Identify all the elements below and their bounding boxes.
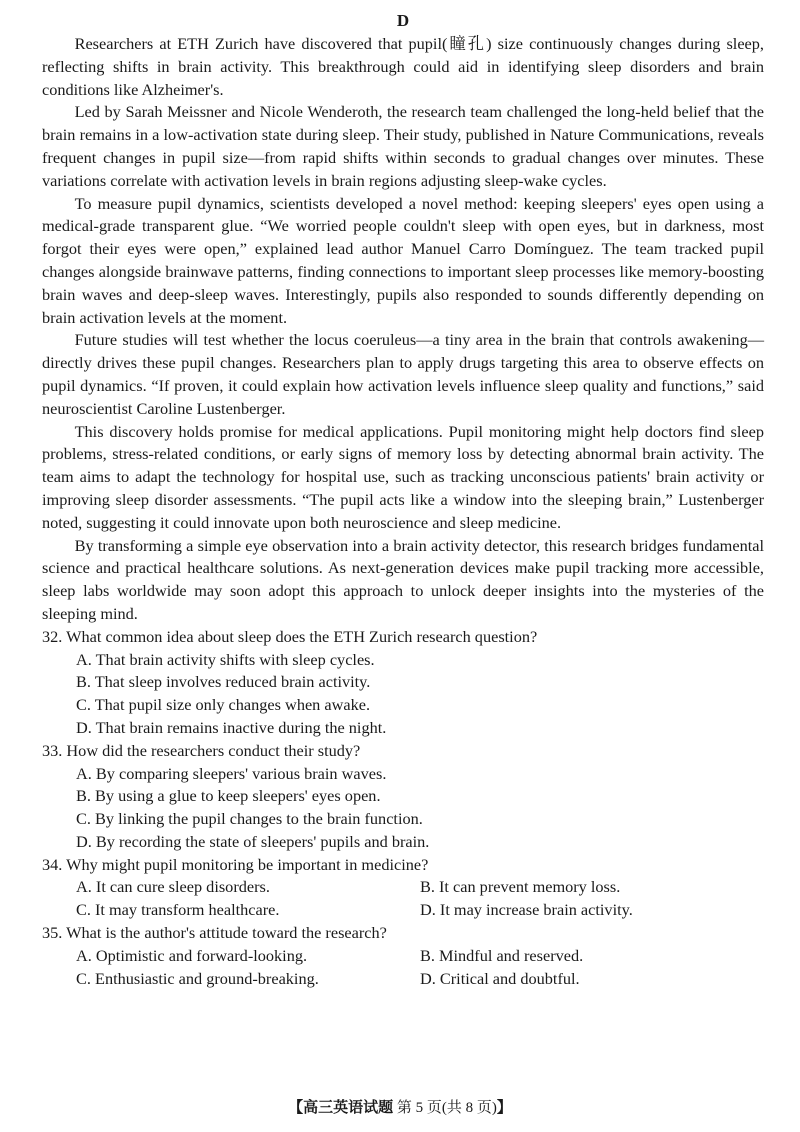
option-c: C. By linking the pupil changes to the brain function. [76,809,423,829]
passage-paragraph-2: Led by Sarah Meissner and Nicole Wenderoth, the research team challenged the long-held belief that the brain remains in a low-activation state during sleep. Their study, published in Nature Communications, reveals frequent changes in pupil size—from rapid shifts within seconds to gradual changes over minutes. These variations correlate with activation levels in brain regions adjusting sleep-wake cycles. [42,102,764,190]
option-b: B. It can prevent memory loss. [420,877,621,897]
option-a: A. By comparing sleepers' various brain waves. [76,763,387,783]
passage-paragraph-5: This discovery holds promise for medical applications. Pupil monitoring might help doctors find sleep problems, stress-related conditions, or early signs of memory loss by detecting abnormal brain activity. The team aims to adapt the technology for hospital use, such as tracking unconscious patients' brain activity or improving sleep disorder assessments. “The pupil acts like a window into the sleeping brain,” Lustenberger noted, suggesting it could innovate upon both neuroscience and sleep medicine. [42,421,764,532]
option-row [42,945,764,968]
section-title: D [396,11,410,30]
passage-paragraph-1: Researchers at ETH Zurich have discovered that pupil(瞳孔) size continuously changes during sleep, reflecting shifts in brain activity. This breakthrough could aid in identifying sleep disorders and brain conditions like Alzheimer's. [42,34,764,99]
option-b: B. By using a glue to keep sleepers' eyes open. [76,786,381,806]
passage-paragraph-6: By transforming a simple eye observation into a brain activity detector, this research bridges fundamental science and practical healthcare solutions. As next-generation devices make pupil tracking more accessible, sleep labs worldwide may soon adopt this approach to unlock deeper insights into the mysteries of the sleeping mind. [42,535,764,623]
question-33 [42,740,764,854]
option-row [42,968,764,991]
page-footer [0,1098,800,1118]
option-a: A. Optimistic and forward-looking. [76,945,308,965]
question-stem: 33. How did the researchers conduct their study? [42,740,361,760]
question-34 [42,854,764,922]
option-row [42,876,764,899]
question-stem: 35. What is the author's attitude toward the research? [42,923,387,943]
question-stem: 34. Why might pupil monitoring be important in medicine? [42,854,429,874]
question-stem: 32. What common idea about sleep does the ETH Zurich research question? [42,626,538,646]
option-c: C. That pupil size only changes when awake. [76,695,371,715]
reading-passage [42,33,764,626]
option-d: D. That brain remains inactive during the night. [76,717,387,737]
option-d: D. By recording the state of sleepers' pupils and brain. [76,831,430,851]
option-d: D. It may increase brain activity. [420,900,633,920]
exam-page [42,10,764,990]
option-d: D. Critical and doubtful. [420,968,580,988]
option-a: A. That brain activity shifts with sleep cycles. [76,649,375,669]
passage-paragraph-4: Future studies will test whether the locus coeruleus—a tiny area in the brain that controls awakening—directly drives these pupil changes. Researchers plan to apply drugs targeting this area to observe effects on pupil dynamics. “If proven, it could explain how activation levels influence sleep quality and functions,” said neuroscientist Caroline Lustenberger. [42,330,764,418]
option-c: C. Enthusiastic and ground-breaking. [76,968,319,988]
passage-paragraph-3: To measure pupil dynamics, scientists developed a novel method: keeping sleepers' eyes open using a medical-grade transparent glue. “We worried people couldn't sleep with open eyes, but in darkness, most forgot their eyes were open,” explained lead author Manuel Carro Domínguez. The team tracked pupil changes alongside brainwave patterns, finding connections to important sleep processes like memory-boosting brain waves and deep-sleep waves. Interestingly, pupils also responded to sounds differently depending on brain activation levels at the moment. [42,193,764,327]
footer-title: 【高三英语试题 [288,1100,394,1116]
option-c: C. It may transform healthcare. [76,900,280,920]
option-b: B. That sleep involves reduced brain activity. [76,672,371,692]
footer-page-number: 第 5 页(共 8 页) [396,1100,497,1116]
question-32 [42,626,764,740]
footer-close-bracket: 】 [496,1100,512,1116]
question-list [42,626,764,991]
option-b: B. Mindful and reserved. [420,945,584,965]
option-a: A. It can cure sleep disorders. [76,877,270,897]
question-35 [42,922,764,990]
option-row [42,899,764,922]
